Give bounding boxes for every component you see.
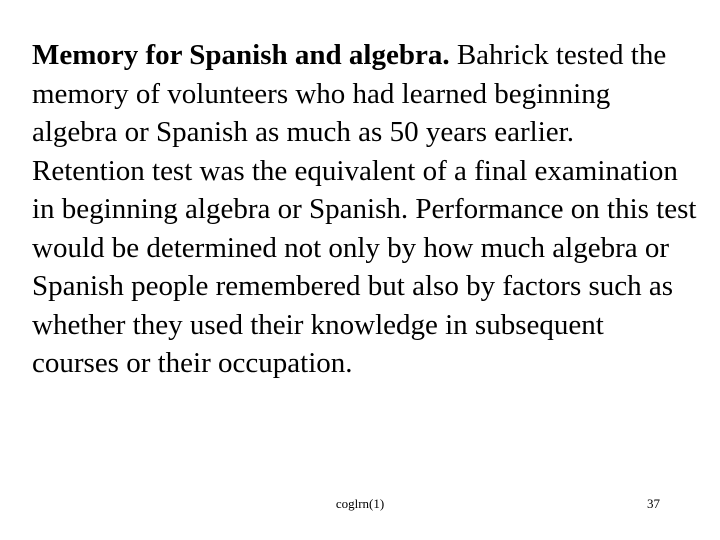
footer-label: coglrn(1)	[335, 496, 385, 511]
paragraph-retention-test	[32, 152, 697, 383]
paragraph-text: Bahrick tested the memory of volunteers who had learned beginning algebra or Spanish as much as 50 years earlier.	[32, 39, 667, 148]
page-number: 37	[647, 496, 660, 511]
paragraph-bahrick-study	[32, 36, 697, 152]
slide-body	[32, 36, 697, 383]
paragraph-text: Retention test was the equivalent of a final examination in beginning algebra or Spanish. Performance on this test would be determined not only by how much algebra or Spanish people remembered but also by factors such as whether they used their knowledge in subsequent courses or their occupation.	[32, 154, 697, 379]
paragraph-heading: Memory for Spanish and algebra.	[32, 39, 450, 71]
